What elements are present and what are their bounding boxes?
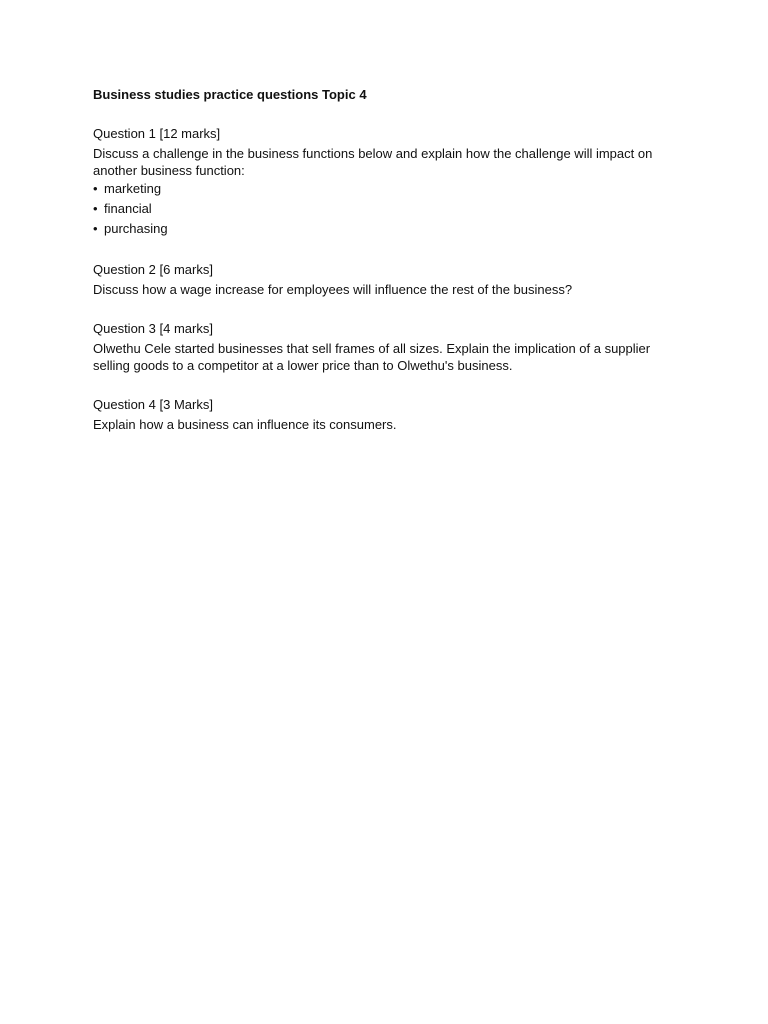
document-title: Business studies practice questions Topic 4 bbox=[93, 87, 367, 102]
question-text: Explain how a business can influence its consumers. bbox=[93, 417, 397, 432]
question-heading: Question 1 [12 marks] bbox=[93, 126, 221, 141]
bullet-list bbox=[93, 179, 683, 239]
question-1 bbox=[93, 125, 683, 239]
question-heading: Question 2 [6 marks] bbox=[93, 262, 213, 277]
question-text: Discuss a challenge in the business functions below and explain how the challenge will impact on another business function: bbox=[93, 146, 653, 178]
question-heading: Question 4 [3 Marks] bbox=[93, 397, 213, 412]
question-3 bbox=[93, 320, 683, 374]
question-text: Olwethu Cele started businesses that sell frames of all sizes. Explain the implication of a supplier selling goods to a competitor at a lower price than to Olwethu's business. bbox=[93, 341, 651, 373]
bullet-text: purchasing bbox=[104, 221, 168, 236]
question-4 bbox=[93, 396, 683, 433]
bullet-icon: • bbox=[93, 181, 98, 196]
document-page bbox=[93, 86, 683, 455]
question-text: Discuss how a wage increase for employees will influence the rest of the business? bbox=[93, 282, 573, 297]
bullet-item bbox=[93, 219, 683, 239]
question-2 bbox=[93, 261, 683, 298]
bullet-text: marketing bbox=[104, 181, 162, 196]
bullet-item bbox=[93, 179, 683, 199]
bullet-icon: • bbox=[93, 221, 98, 236]
bullet-text: financial bbox=[104, 201, 152, 216]
bullet-item bbox=[93, 199, 683, 219]
question-heading: Question 3 [4 marks] bbox=[93, 321, 213, 336]
bullet-icon: • bbox=[93, 201, 98, 216]
